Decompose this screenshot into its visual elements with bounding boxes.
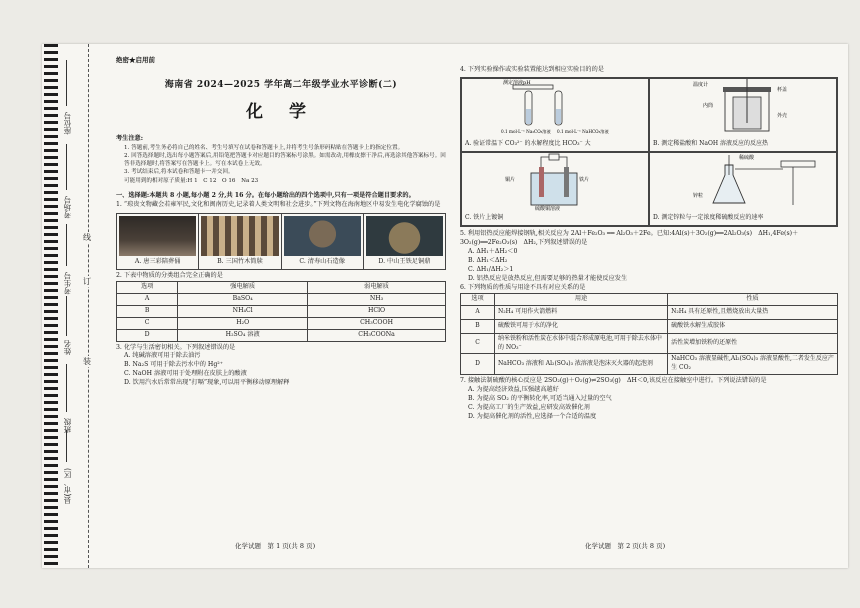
q1-image-row (116, 213, 446, 270)
q1-option-a: A. 唐三彩陪葬俑 (117, 214, 199, 269)
mark-ding: 订 (83, 277, 91, 286)
q4-option-d: 稀硫酸 锌粒 D. 测定锌粒与一定浓度稀硫酸反应的速率 (649, 152, 837, 226)
svg-text:锌粒: 锌粒 (693, 192, 704, 199)
question-1: 1. “琼贵文物藏会若雍军民,文化和闽南历史,记录着人类文明和社会进步。”下列文物在海南地区中易发生电化学腐蚀的是 (116, 200, 441, 208)
label-seat: 座位号 (63, 112, 72, 135)
artifact-stone-statue-image (284, 216, 361, 256)
question-5: 5. 利用铝热反应能焊接钢轨,相关反应为 2Al＋Fe₂O₃ ══ Al₂O₃＋2Fe。已知:4Al(s)＋3O₂(g)══2Al₂O₃(s) ΔH₁,4Fe(s)＋3O₂(g)══2Fe₂O₃(s) ΔH₂,下列叙述错误的是 (460, 229, 799, 246)
label-school: 县(市、区) (63, 468, 72, 504)
table-header-row: 选项 用途 性质 (461, 293, 838, 305)
line-seat (66, 60, 67, 106)
q1-option-d: D. 中山王铁足铜鼎 (364, 214, 445, 269)
notice-1: 1. 答题前,考生务必将自己的姓名、考生号填写在试卷和答题卡上,并将考生号条形码粘贴在答题卡上的指定位置。 (124, 145, 404, 152)
label-class: 班级 (63, 418, 72, 433)
svg-text:硫酸铜溶液: 硫酸铜溶液 (535, 205, 561, 211)
q5-option-b: B. ΔH₁＜ΔH₂ (468, 256, 508, 264)
table-row: C 纳米铁粉和活性炭在水体中混合形成原电池,可用于除去水体中的 NO₃⁻ 活性炭增加铁粉的还原性 (461, 333, 838, 353)
exam-subject: 化 学 (246, 102, 316, 123)
q4-option-a: 测定溶液pH 0.1 mol·L⁻¹ Na₂CO₃溶液 0.1 mol·L⁻¹ NaHCO₃溶液 A. 验证常温下 CO₃²⁻ 的水解程度比 HCO₃⁻ 大 (461, 78, 649, 152)
artifact-tang-figurine-image (119, 216, 196, 256)
q7-option-d: D. 为提高催化剂的活性,应选择一个合适的温度 (468, 412, 597, 420)
ph-tubes-diagram (462, 79, 648, 137)
electroplating-diagram (462, 153, 648, 211)
notice-3: 3. 考试结束后,将本试卷和答题卡一并交回。 (124, 169, 234, 176)
svg-text:0.1 mol·L⁻¹ Na₂CO₃溶液: 0.1 mol·L⁻¹ Na₂CO₃溶液 (501, 128, 551, 134)
svg-text:0.1 mol·L⁻¹ NaHCO₃溶液: 0.1 mol·L⁻¹ NaHCO₃溶液 (557, 128, 609, 134)
atomic-masses: 可能用到的相对原子质量:H 1 C 12 O 16 Na 23 (124, 177, 259, 184)
svg-text:稀硫酸: 稀硫酸 (739, 154, 755, 161)
question-7: 7. 接触法制硫酸的核心反应是 2SO₂(g)＋O₂(g)⇌2SO₃(g) ΔH＜0,该反应在接触室中进行。下列说法错误的是 (460, 376, 767, 384)
q4-option-b: 温度计 内筒 杯盖 外壳 B. 测定稀盐酸和 NaOH 溶液反应的反应热 (649, 78, 837, 152)
label-exam-no: 考生号 (63, 272, 72, 295)
artifact-bronze-ding-image (366, 216, 443, 256)
q7-option-c: C. 为提高工厂的生产效益,应研发高效催化剂 (468, 403, 590, 411)
q7-option-b: B. 为提高 SO₂ 的平衡转化率,可适当通入过量的空气 (468, 394, 612, 402)
line-class (66, 364, 67, 412)
table-row: A N₂H₄ 可用作火箭燃料 N₂H₄ 具有还原性,且燃烧放出大量热 (461, 305, 838, 319)
q3-option-c: C. NaOH 溶液可用于处理附在皮肤上的酸液 (124, 370, 247, 378)
q1-option-b: B. 三国竹木简牍 (199, 214, 281, 269)
footer-page-1: 化学试题 第 1 页(共 8 页) (235, 542, 316, 550)
reaction-rate-diagram (650, 153, 836, 211)
svg-text:铁片: 铁片 (579, 176, 590, 183)
svg-text:铜片: 铜片 (505, 176, 516, 183)
q5-option-d: D. 铝热反应是放热反应,但需要足够的热量才能使反应发生 (468, 274, 628, 282)
right-page (460, 66, 838, 422)
svg-text:杯盖: 杯盖 (777, 86, 788, 93)
table-row: B NH₄Cl HClO (117, 305, 446, 317)
notice-2: 2. 回答选择题时,选出每小题答案后,用铅笔把答题卡对应题目的答案标号涂黑。如需改动,用橡皮擦干净后,再选涂其他答案标号。回答非选择题时,将答案写在答题卡上。写在本试卷上无效。 (124, 153, 446, 168)
mark-xian: 线 (83, 233, 91, 242)
svg-text:外壳: 外壳 (777, 112, 788, 119)
question-2: 2. 下表中物质的分类组合完全正确的是 (116, 271, 223, 279)
table-row: D H₂SO₄ 溶液 CH₃COONa (117, 329, 446, 341)
calorimeter-diagram (650, 79, 836, 137)
question-6: 6. 下列物质的性质与用途不具有对应关系的是 (460, 283, 586, 291)
svg-text:内筒: 内筒 (703, 102, 714, 109)
mark-zhuang: 装 (83, 357, 91, 366)
q5-option-c: C. ΔH₁/ΔH₂＞1 (468, 265, 514, 273)
table-row: A BaSO₄ NH₃ (117, 293, 446, 305)
footer-page-2: 化学试题 第 2 页(共 8 页) (585, 542, 666, 550)
line-exam-room (66, 144, 67, 190)
q4-option-c: 铜片 铁片 硫酸铜溶液 C. 铁片上镀铜 (461, 152, 649, 226)
question-4: 4. 下列实验操作或实验装置能达到相应实验目的的是 (460, 66, 604, 73)
binding-cut-line (88, 44, 89, 568)
q5-option-a: A. ΔH₁＋ΔH₂＜0 (468, 247, 518, 255)
table-row: C H₂O CH₃COOH (117, 317, 446, 329)
artifact-bamboo-slips-image (201, 216, 278, 256)
line-name (66, 296, 67, 336)
q4-apparatus-grid (460, 77, 838, 227)
label-name: 姓名 (63, 340, 72, 355)
table-header-row: 选项 强电解质 弱电解质 (117, 281, 446, 293)
q2-table (116, 281, 446, 342)
question-3: 3. 化学与生活密切相关。下列叙述错误的是 (116, 343, 236, 351)
q7-option-a: A. 为提高经济效益,压强越高越好 (468, 385, 559, 393)
table-row: D NaHCO₃ 溶液和 Al₂(SO₄)₃ 浓溶液是泡沫灭火器的起泡剂 NaHCO₃ 溶液显碱性,Al₂(SO₄)₃ 溶液显酸性,二者发生反应产生 CO₂ (461, 354, 838, 374)
label-exam-room: 考场号 (63, 196, 72, 219)
svg-text:测定溶液pH: 测定溶液pH (503, 79, 531, 86)
exam-title: 海南省 2024—2025 学年高二年级学业水平诊断(二) (164, 80, 398, 91)
left-page (116, 56, 446, 388)
q3-option-b: B. Na₂S 可用于除去污水中的 Hg²⁺ (124, 361, 224, 369)
table-row: B 硫酸铁可用于水的净化 硫酸铁水解生成胶体 (461, 319, 838, 333)
line-exam-no (66, 224, 67, 266)
q1-option-c: C. 清寿山石造像 (282, 214, 364, 269)
q3-option-d: D. 饮用汽水后常常出现“打嗝”现象,可以用平衡移动原理解释 (124, 379, 290, 387)
q3-option-a: A. 纯碱溶液可用于除去油污 (124, 352, 201, 360)
line-school (66, 430, 67, 462)
svg-text:温度计: 温度计 (693, 81, 709, 88)
binding-stripes (44, 44, 58, 568)
confidential-mark: 绝密★启用前 (116, 56, 155, 64)
notice-title: 考生注意: (116, 135, 144, 143)
section-1-heading: 一、选择题:本题共 8 小题,每小题 2 分,共 16 分。在每小题给出的四个选项中,只有一项是符合题目要求的。 (116, 191, 415, 199)
q6-table (460, 293, 838, 375)
